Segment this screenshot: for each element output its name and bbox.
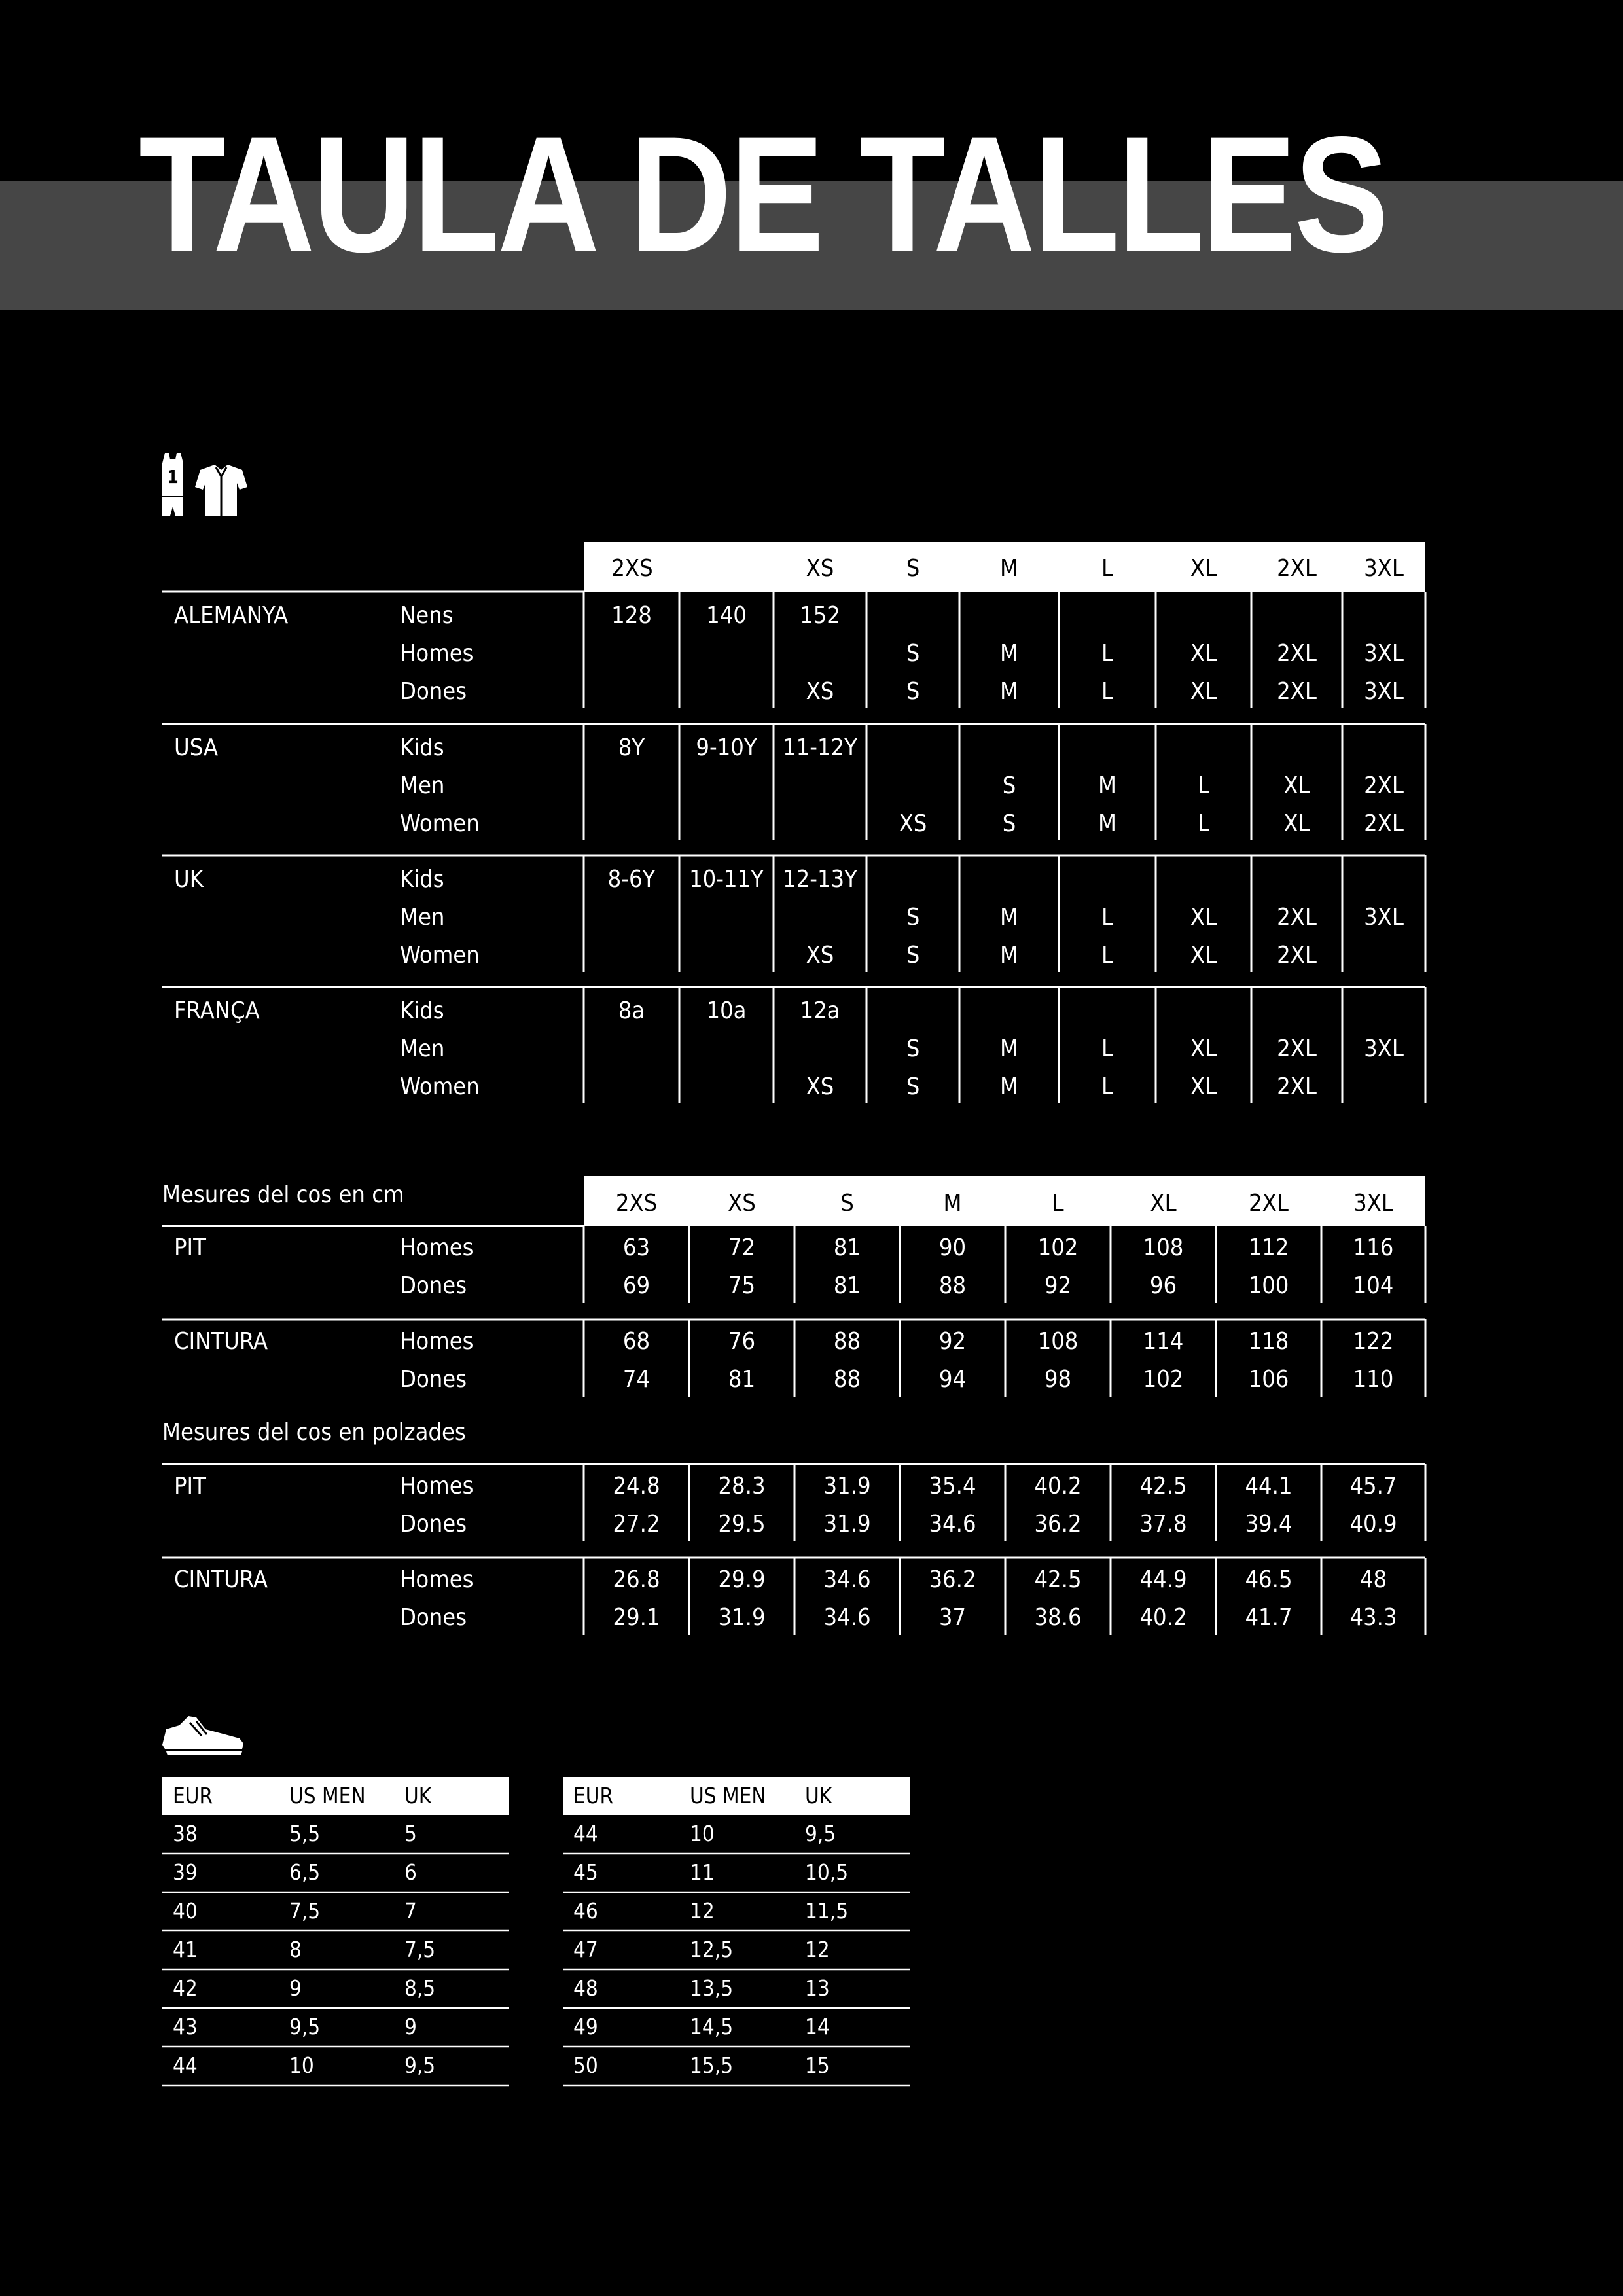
measure-cell: 31.9 [823, 1473, 871, 1499]
size-cell: S [1002, 772, 1016, 799]
size-cell: L [1101, 1073, 1114, 1100]
shoe-size-cell: 39 [173, 1859, 198, 1885]
size-cell: 2XL [1277, 942, 1317, 969]
size-cell: 152 [800, 602, 840, 629]
measure-cell: 35.4 [929, 1473, 976, 1499]
measure-cell: 94 [938, 1366, 967, 1393]
shoe-size-cell: 42 [173, 1975, 198, 2001]
shoe-size-cell: 45 [573, 1859, 598, 1885]
shoe-size-cell: 49 [573, 2014, 598, 2039]
shoe-size-cell: 15 [805, 2053, 830, 2078]
measure-cell: 37 [938, 1604, 967, 1631]
measure-cell: 26.8 [613, 1566, 660, 1593]
shoe-size-cell: 9 [404, 2014, 417, 2039]
measure-cell: 75 [728, 1272, 756, 1299]
shoe-size-cell: 7,5 [404, 1937, 436, 1962]
measure-label: CINTURA [174, 1328, 268, 1355]
row-label: Homes [400, 1473, 474, 1499]
size-cell: S [1002, 810, 1016, 837]
measure-cell: 42.5 [1139, 1473, 1187, 1499]
measure-cell: 40.9 [1349, 1511, 1397, 1537]
size-cell: M [1000, 1035, 1018, 1062]
shoe-size-cell: 6,5 [289, 1859, 321, 1885]
shoe-size-cell: 46 [573, 1898, 598, 1924]
measure-cell: 102 [1037, 1234, 1079, 1261]
shoe-size-cell: 10,5 [805, 1859, 849, 1885]
shoe-size-cell: 12 [690, 1898, 715, 1924]
shoe-size-cell: 38 [173, 1821, 198, 1846]
shoe-header-cell: US MEN [289, 1783, 366, 1808]
size-cell: 2XL [1364, 772, 1404, 799]
measure-cell: 29.5 [718, 1511, 766, 1537]
size-cell: 12a [800, 997, 840, 1024]
size-cell: S [906, 1073, 920, 1100]
measure-cell: 46.5 [1245, 1566, 1293, 1593]
size-cell: XL [1190, 1073, 1217, 1100]
size-cell: 8a [618, 997, 645, 1024]
measure-cell: 88 [833, 1366, 861, 1393]
row-label: Homes [400, 640, 474, 667]
shoe-header-cell: US MEN [690, 1783, 766, 1808]
measure-cell: 76 [728, 1328, 756, 1355]
shoe-size-cell: 15,5 [690, 2053, 734, 2078]
size-cell: 8Y [618, 734, 645, 761]
row-label: Dones [400, 1366, 467, 1393]
size-cell: M [1000, 1073, 1018, 1100]
row-label: Dones [400, 678, 467, 705]
size-cell: M [1000, 678, 1018, 705]
row-label: Dones [400, 1604, 467, 1631]
measure-cell: 100 [1248, 1272, 1289, 1299]
measure-cell: 31.9 [823, 1511, 871, 1537]
measure-cell: 90 [938, 1234, 967, 1261]
measure-cell: 29.9 [718, 1566, 766, 1593]
row-label: Kids [400, 997, 444, 1024]
measure-cell: 42.5 [1034, 1566, 1082, 1593]
measure-cell: 81 [833, 1234, 861, 1261]
shoe-size-cell: 7 [404, 1898, 417, 1924]
size-cell: XL [1190, 678, 1217, 705]
size-cell: 11-12Y [783, 734, 857, 761]
measure-cell: 44.9 [1139, 1566, 1187, 1593]
country-label: USA [174, 734, 219, 761]
row-label: Nens [400, 602, 454, 629]
size-cell: XL [1190, 1035, 1217, 1062]
row-label: Men [400, 772, 445, 799]
size-cell: S [906, 1035, 920, 1062]
measure-cell: 108 [1037, 1328, 1079, 1355]
measure-cell: 116 [1353, 1234, 1394, 1261]
measure-cell: 88 [833, 1328, 861, 1355]
apparel-header-cell: XS [806, 555, 834, 582]
row-label: Men [400, 904, 445, 931]
measure-cell: 88 [938, 1272, 967, 1299]
shoe-size-cell: 12 [805, 1937, 830, 1962]
size-cell: XS [899, 810, 927, 837]
body-header-cell: XL [1150, 1190, 1177, 1217]
country-label: ALEMANYA [174, 602, 289, 629]
size-cell: S [906, 942, 920, 969]
row-label: Dones [400, 1511, 467, 1537]
body-header-cell: 3XL [1353, 1190, 1393, 1217]
measure-cell: 28.3 [718, 1473, 766, 1499]
size-cell: M [1000, 640, 1018, 667]
size-cell: XS [806, 1073, 834, 1100]
shoe-size-cell: 14 [805, 2014, 830, 2039]
shoe-size-cell: 50 [573, 2053, 598, 2078]
shoe-size-cell: 48 [573, 1975, 598, 2001]
row-label: Women [400, 942, 480, 969]
measure-cell: 48 [1359, 1566, 1387, 1593]
size-cell: XL [1190, 904, 1217, 931]
size-cell: 2XL [1277, 640, 1317, 667]
size-cell: M [1000, 904, 1018, 931]
size-cell: L [1101, 640, 1114, 667]
measure-cell: 36.2 [929, 1566, 976, 1593]
measure-cell: 41.7 [1245, 1604, 1293, 1631]
cm-heading: Mesures del cos en cm [162, 1181, 404, 1208]
row-label: Dones [400, 1272, 467, 1299]
apparel-header-cell: S [906, 555, 920, 582]
country-label: FRANÇA [174, 997, 260, 1024]
size-cell: 3XL [1364, 678, 1404, 705]
shoe-size-cell: 13 [805, 1975, 830, 2001]
measure-cell: 24.8 [613, 1473, 660, 1499]
measure-cell: 44.1 [1245, 1473, 1293, 1499]
measure-cell: 69 [622, 1272, 651, 1299]
size-cell: L [1197, 810, 1210, 837]
shoe-size-cell: 5 [404, 1821, 417, 1846]
row-label: Kids [400, 866, 444, 893]
measure-cell: 118 [1248, 1328, 1289, 1355]
measure-cell: 92 [938, 1328, 967, 1355]
size-cell: 128 [611, 602, 652, 629]
page-title: TAULA DE TALLES [139, 103, 1387, 287]
svg-text:1: 1 [167, 466, 179, 488]
size-cell: S [906, 904, 920, 931]
size-cell: XL [1283, 772, 1310, 799]
size-cell: M [1000, 942, 1018, 969]
size-cell: 2XL [1277, 1035, 1317, 1062]
measure-cell: 40.2 [1034, 1473, 1082, 1499]
row-label: Homes [400, 1234, 474, 1261]
size-cell: M [1098, 810, 1116, 837]
measure-cell: 81 [728, 1366, 756, 1393]
shoe-size-cell: 13,5 [690, 1975, 734, 2001]
measure-cell: 98 [1044, 1366, 1072, 1393]
size-cell: 10-11Y [689, 866, 764, 893]
apparel-header-cell: 2XL [1277, 555, 1317, 582]
measure-cell: 122 [1353, 1328, 1394, 1355]
shoe-size-cell: 9,5 [404, 2053, 436, 2078]
size-cell: S [906, 678, 920, 705]
size-cell: 12-13Y [783, 866, 857, 893]
size-cell: L [1197, 772, 1210, 799]
body-header-bar [584, 1176, 1425, 1226]
size-cell: L [1101, 942, 1114, 969]
body-header-cell: 2XL [1249, 1190, 1289, 1217]
shoe-size-cell: 47 [573, 1937, 598, 1962]
shoe-size-cell: 12,5 [690, 1937, 734, 1962]
shoe-size-cell: 44 [173, 2053, 198, 2078]
row-label: Homes [400, 1566, 474, 1593]
measure-cell: 40.2 [1139, 1604, 1187, 1631]
measure-cell: 43.3 [1349, 1604, 1397, 1631]
measure-cell: 34.6 [823, 1566, 871, 1593]
shoe-size-cell: 9,5 [289, 2014, 321, 2039]
apparel-header-cell: L [1101, 555, 1114, 582]
measure-cell: 74 [622, 1366, 651, 1393]
size-cell: L [1101, 678, 1114, 705]
shoe-size-cell: 6 [404, 1859, 417, 1885]
shoe-size-cell: 40 [173, 1898, 198, 1924]
measure-cell: 110 [1353, 1366, 1394, 1393]
measure-cell: 68 [622, 1328, 651, 1355]
size-cell: L [1101, 904, 1114, 931]
measure-cell: 34.6 [929, 1511, 976, 1537]
size-cell: 3XL [1364, 1035, 1404, 1062]
measure-cell: 96 [1149, 1272, 1177, 1299]
shoe-size-cell: 7,5 [289, 1898, 321, 1924]
body-header-cell: XS [728, 1190, 756, 1217]
body-header-cell: L [1052, 1190, 1064, 1217]
shoe-size-cell: 8,5 [404, 1975, 436, 2001]
size-cell: 140 [706, 602, 747, 629]
inches-heading: Mesures del cos en polzades [162, 1419, 466, 1446]
measure-cell: 81 [833, 1272, 861, 1299]
size-cell: 3XL [1364, 640, 1404, 667]
size-cell: XS [806, 678, 834, 705]
measure-cell: 108 [1143, 1234, 1184, 1261]
apparel-header-cell: M [1000, 555, 1018, 582]
shoe-size-cell: 43 [173, 2014, 198, 2039]
body-header-cell: M [943, 1190, 962, 1217]
shoe-size-cell: 10 [690, 1821, 715, 1846]
body-header-cell: 2XS [615, 1190, 658, 1217]
row-label: Homes [400, 1328, 474, 1355]
row-label: Women [400, 810, 480, 837]
size-cell: XS [806, 942, 834, 969]
shoe-size-cell: 9,5 [805, 1821, 836, 1846]
size-cell: 2XL [1277, 678, 1317, 705]
shoe-size-cell: 41 [173, 1937, 198, 1962]
body-header-cell: S [840, 1190, 854, 1217]
size-cell: 2XL [1277, 1073, 1317, 1100]
measure-cell: 45.7 [1349, 1473, 1397, 1499]
shoe-header-cell: EUR [173, 1783, 213, 1808]
size-cell: 8-6Y [607, 866, 656, 893]
shoe-size-cell: 44 [573, 1821, 598, 1846]
measure-cell: 34.6 [823, 1604, 871, 1631]
size-cell: M [1098, 772, 1116, 799]
shoe-size-cell: 14,5 [690, 2014, 734, 2039]
shoe-size-cell: 11,5 [805, 1898, 849, 1924]
shoe-size-cell: 8 [289, 1937, 302, 1962]
measure-label: CINTURA [174, 1566, 268, 1593]
country-label: UK [174, 866, 204, 893]
shoe-header-cell: EUR [573, 1783, 614, 1808]
measure-cell: 31.9 [718, 1604, 766, 1631]
size-cell: 2XL [1364, 810, 1404, 837]
row-label: Men [400, 1035, 445, 1062]
row-label: Kids [400, 734, 444, 761]
size-cell: L [1101, 1035, 1114, 1062]
size-cell: 10a [706, 997, 747, 1024]
measure-cell: 112 [1248, 1234, 1289, 1261]
measure-cell: 36.2 [1034, 1511, 1082, 1537]
apparel-header-cell: XL [1190, 555, 1217, 582]
shoe-size-cell: 11 [690, 1859, 715, 1885]
size-cell: S [906, 640, 920, 667]
apparel-header-cell: 2XS [611, 555, 653, 582]
size-cell: XL [1283, 810, 1310, 837]
row-label: Women [400, 1073, 480, 1100]
measure-cell: 29.1 [613, 1604, 660, 1631]
measure-cell: 114 [1143, 1328, 1184, 1355]
size-cell: 2XL [1277, 904, 1317, 931]
size-cell: 3XL [1364, 904, 1404, 931]
shoe-size-cell: 5,5 [289, 1821, 321, 1846]
size-cell: XL [1190, 942, 1217, 969]
shoe-size-cell: 9 [289, 1975, 302, 2001]
measure-cell: 37.8 [1139, 1511, 1187, 1537]
measure-cell: 102 [1143, 1366, 1184, 1393]
measure-cell: 39.4 [1245, 1511, 1293, 1537]
measure-cell: 72 [728, 1234, 756, 1261]
measure-cell: 106 [1248, 1366, 1289, 1393]
measure-cell: 92 [1044, 1272, 1072, 1299]
measure-cell: 104 [1353, 1272, 1394, 1299]
measure-cell: 38.6 [1034, 1604, 1082, 1631]
apparel-header-cell: 3XL [1364, 555, 1404, 582]
shoe-header-cell: UK [404, 1783, 432, 1808]
size-cell: XL [1190, 640, 1217, 667]
measure-cell: 63 [622, 1234, 651, 1261]
measure-label: PIT [174, 1234, 206, 1261]
size-cell: 9-10Y [696, 734, 757, 761]
shoe-header-cell: UK [805, 1783, 832, 1808]
shoe-size-cell: 10 [289, 2053, 314, 2078]
measure-label: PIT [174, 1473, 206, 1499]
measure-cell: 27.2 [613, 1511, 660, 1537]
